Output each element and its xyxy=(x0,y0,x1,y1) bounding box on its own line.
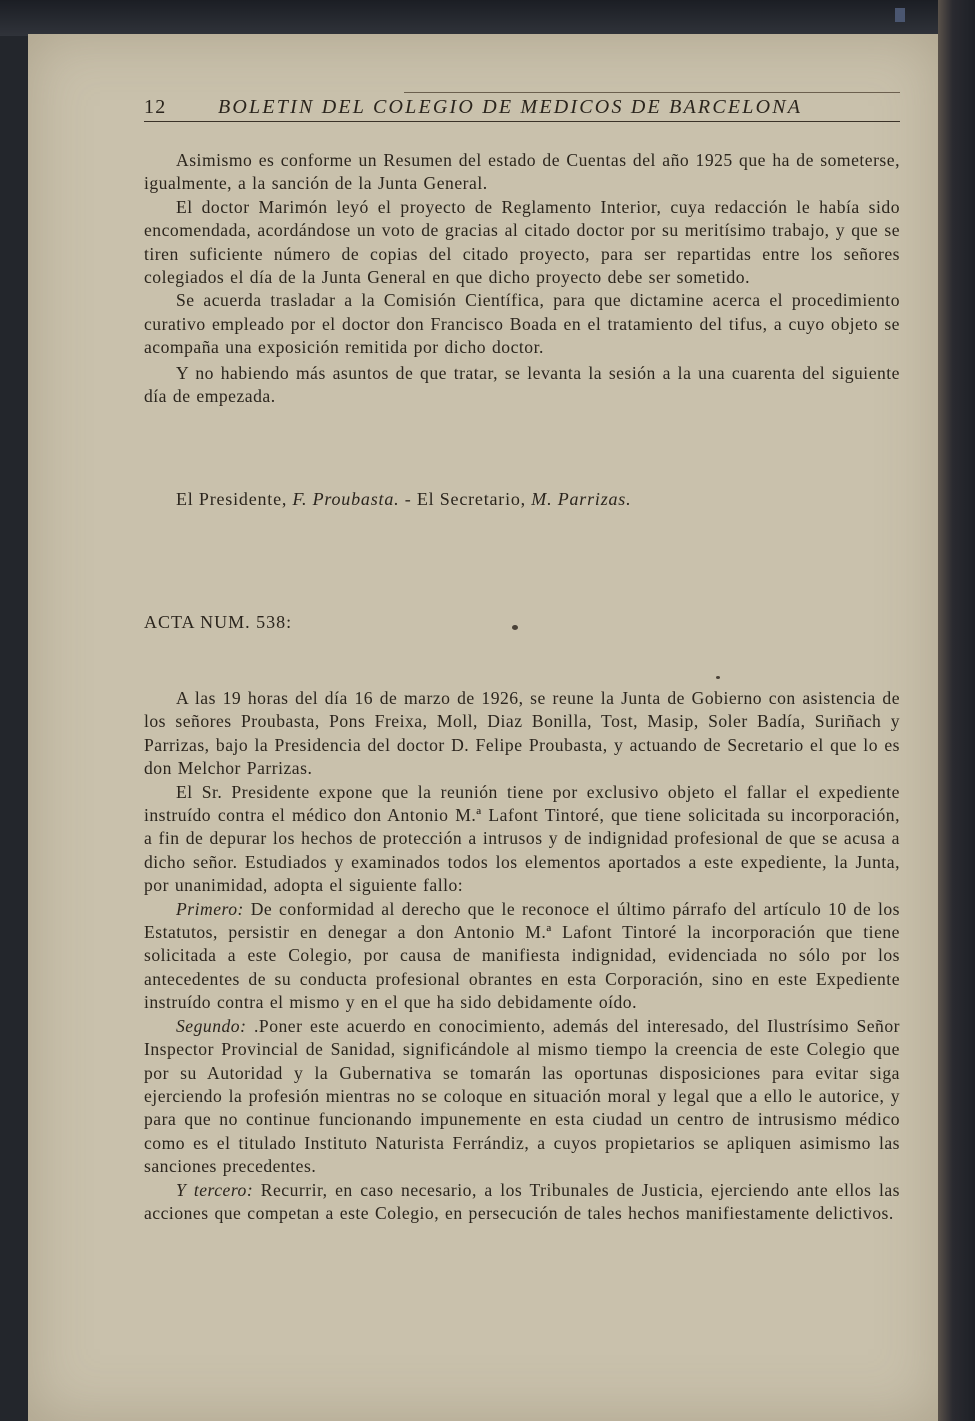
binding-mark xyxy=(895,8,905,22)
president-label: El Presidente, xyxy=(176,489,288,509)
paragraph-regulation: El doctor Marimón leyó el proyecto de Reglamento Interior, cuya redacción le había sido encomendada, acordándose un voto de gracias al citado doctor por su meritísimo trabajo, y que se tiren suficiente número de copias del citado proyecto, para ser repartidas entre los señores colegiados el día de la Junta General en que dicho proyecto debe ser sometido. xyxy=(144,196,900,288)
paragraph-meeting: A las 19 horas del día 16 de marzo de 1926, se reune la Junta de Gobierno con asistencia de los señores Proubasta, Pons Freixa, Moll, Diaz Bonilla, Tost, Masip, Soler Badía, Suriñach y Parrizas, bajo la Presidencia del doctor D. Felipe Proubasta, y actuando de Secretario el que lo es don Melchor Parrizas. xyxy=(144,688,900,779)
secretary-label: - El Secretario, xyxy=(404,489,526,509)
page-number: 12 xyxy=(144,96,167,118)
paragraph-closing: Y no habiendo más asuntos de que tratar, se levanta la sesión a la una cuarenta del siguiente día de empezada. xyxy=(144,362,900,407)
tercero-label: Y tercero: xyxy=(176,1179,254,1200)
segundo-label: Segundo: xyxy=(176,1015,247,1036)
tercero-text: Recurrir, en caso necesario, a los Tribunales de Justicia, ejerciendo ante ellos las acciones que competan a este Colegio, en persecución de tales hechos manifiestamente delictivos. xyxy=(144,1179,900,1223)
header-rule xyxy=(144,121,900,122)
scan-right-edge xyxy=(938,0,975,1421)
paragraph-accounts: Asimismo es conforme un Resumen del estado de Cuentas del año 1925 que ha de someterse, igualmente, a la sanción de la Junta General. xyxy=(144,150,900,194)
running-header xyxy=(144,96,900,122)
secretary-name: M. Parrizas. xyxy=(531,489,632,509)
signature-line xyxy=(176,489,631,510)
scan-top-edge xyxy=(0,0,975,36)
paragraph-segundo xyxy=(144,1015,900,1179)
acta-heading: ACTA NUM. 538: xyxy=(144,612,293,632)
segundo-text: .Poner este acuerdo en conocimiento, además del interesado, del Ilustrísimo Señor Inspector Provincial de Sanidad, significándole al mismo tiempo la creencia de este Colegio que por su Autoridad y la Gubernativa se tomarán las oportunas disposiciones para evitar siga ejerciendo la profesión mientras no se coloque en situación moral y legal que a ello le autorice, y para que no continue funcionando impunemente en esta ciudad un centro de intrusismo médico como es el titulado Instituto Naturista Ferrándiz, a cuyos propietarios se apliquen asimismo las sanciones precedentes. xyxy=(144,1015,901,1177)
primero-text: De conformidad al derecho que le reconoce el último párrafo del artículo 10 de los Estatutos, persistir en denegar a don Antonio M.ª Lafont Tintoré la incorporación que tiene solicitada a este Colegio, por causa de manifiesta indignidad, evidenciada no sólo por los antecedentes de su conducta profesional obrantes en esta Corporación, sino en este Expediente instruído contra el mismo y en el que ha sido debidamente oído. xyxy=(144,898,900,1013)
primero-label: Primero: xyxy=(176,898,244,919)
paragraph-tercero xyxy=(144,1179,900,1226)
acta-538-body xyxy=(144,687,900,1225)
minutes-continuation xyxy=(144,149,900,408)
paragraph-primero xyxy=(144,898,900,1015)
paragraph-president-exposes: El Sr. Presidente expone que la reunión tiene por exclusivo objeto el fallar el expediente instruído contra el médico don Antonio M.ª Lafont Tintoré, que tiene solicitada su incorporación, a fin de depurar los hechos de protección a intrusos y de indignidad profesional de que se acusa a dicho señor. Estudiados y examinados todos los elementos aportados a este expediente, la Junta, por unanimidad, adopta el siguiente fallo: xyxy=(144,781,900,896)
paper-speck xyxy=(512,625,518,630)
header-top-rule xyxy=(404,92,900,93)
paper-speck xyxy=(716,676,720,679)
president-name: F. Proubasta. xyxy=(292,489,400,509)
journal-title: BOLETIN DEL COLEGIO DE MEDICOS DE BARCELONA xyxy=(218,96,803,118)
paragraph-scientific-commission: Se acuerda trasladar a la Comisión Científica, para que dictamine acerca el procedimiento curativo empleado por el doctor don Francisco Boada en el tratamiento del tifus, a cuyo objeto se acompaña una exposición remitida por dicho doctor. xyxy=(144,290,900,358)
